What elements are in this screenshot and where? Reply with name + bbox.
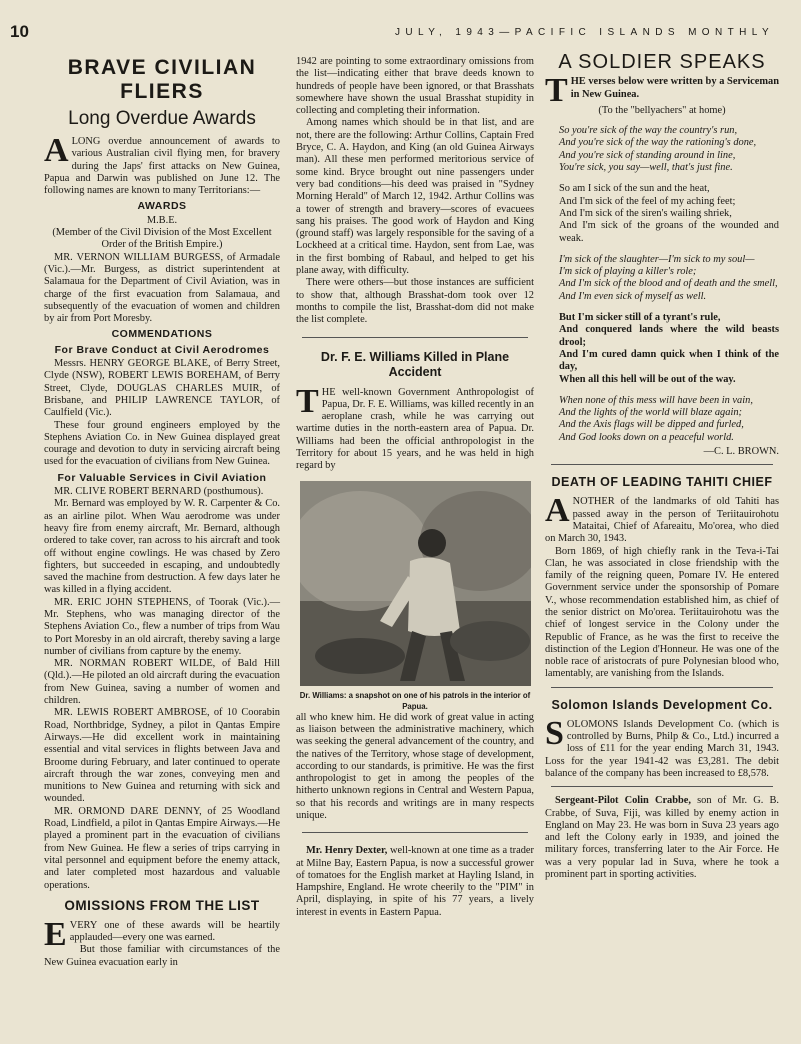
stanza-1 — [545, 125, 779, 174]
poem-line: And I'm sick of the groans of the wounded and weak. — [559, 220, 779, 244]
continued-paragraph-3: There were others—but those instances are sufficient to show that, although Brasshat-dom took over 12 months to compile the list, Brasshat-dom did not make the list complete. — [296, 277, 534, 326]
drop-cap: S — [545, 714, 564, 752]
column-middle — [296, 56, 534, 919]
drop-cap: E — [44, 915, 67, 953]
poem-line: And the Axis flags will be dipped and furled, — [559, 419, 744, 431]
column-right — [545, 51, 779, 881]
mbe-description: (Member of the Civil Division of the Most Excellent Order of the British Empire.) — [52, 227, 272, 251]
poem-line: And I'm sick of the feel of my aching feet; — [559, 195, 736, 207]
article-subtitle-fliers: Long Overdue Awards — [68, 108, 256, 129]
poem-line: And God looks down on a peaceful world. — [559, 431, 734, 443]
solomon-paragraph: SOLOMONS Islands Development Co. (which is controlled by Burns, Philp & Co., Ltd.) incurred a loss of £11 for the year ending March 31, 1943. Loss for the year 1941-42 was £3,281. The debit balance of the company has been increased to £8,578. — [545, 714, 779, 779]
divider — [551, 786, 773, 787]
paragraph-denny: MR. ORMOND DARE DENNY, of 25 Woodland Road, Lindfield, a pilot in Qantas Empire Airways.—He played a prominent part in the evacuation of civilians from New Guinea. He flew a series of trips carrying in vital personnel and equipment before the enemy attack, and later completed most hazardous and valuable operations. — [44, 805, 280, 891]
poem-line: And you're sick of the way the rationing's done, — [559, 137, 757, 149]
drop-cap: A — [545, 492, 570, 530]
paragraph-bernard: MR. CLIVE ROBERT BERNARD (posthumous). — [54, 486, 264, 498]
drop-cap: T — [545, 72, 568, 110]
stanza-2 — [545, 183, 779, 244]
photo-illustration — [300, 481, 531, 686]
omissions-paragraph-2: But those familiar with circumstances of the New Guinea evacuation early in — [44, 944, 280, 968]
continued-paragraph-1: 1942 are pointing to some extraordinary omissions from the list—indicating either that brave deeds known to hundreds of people have been ignored, or that Brasshats somewhere have shown the usual Brasshat stupidity in collecting and completing their information. — [296, 56, 534, 117]
paragraph-bernard-desc: Mr. Bernard was employed by W. R. Carpenter & Co. as an airline pilot. When Wau aerodrome was under heavy fire from enemy aircraft, Mr. Bernard, although ordered to take cover, ran across to his aircraft and took off without engine cowlings. He was chased by Zero fighters, but succeeded in escaping, and undoubtedly saved the machine from destruction. A few days later he was killed in a flying accident. — [44, 498, 280, 596]
poem-line: And I'm sick of the siren's wailing shriek, — [559, 207, 732, 219]
poem — [545, 125, 779, 444]
article-title-tahiti: DEATH OF LEADING TAHITI CHIEF — [551, 475, 773, 490]
paragraph-messrs: Messrs. HENRY GEORGE BLAKE, of Berry Street, Clyde (NSW), ROBERT LEWIS BOREHAM, of Berry Street, Clyde, DOUGLAS CHARLES MUIR, of Brisbane, and PHILIP LAWRENCE TAYLOR, of Caulfield (Vic.). — [44, 358, 280, 419]
poem-line: And I'm even sick of myself as well. — [559, 290, 707, 302]
tahiti-paragraph-1: ANOTHER of the landmarks of old Tahiti has passed away in the person of Teriitauirohotu Mataitai, Chief of Afareaitu, Mo'orea, who died on March 30, 1943. — [545, 492, 779, 545]
poem-line: When all this hell will be out of the way. — [559, 373, 736, 385]
poem-line: You're sick, you say—well, that's just fine. — [559, 162, 733, 174]
paragraph-stephens: MR. ERIC JOHN STEPHENS, of Toorak (Vic.).—Mr. Stephens, who was managing director of the Stephens Aviation Co., flew a number of trips from Wau to Port Moresby in an old aircraft, thereby saving a large number of civilians from capture by the enemy. — [44, 596, 280, 657]
williams-photo — [300, 481, 531, 686]
poem-line: I'm sick of the slaughter—I'm sick to my soul— — [559, 253, 755, 265]
crabbe-paragraph: Sergeant-Pilot Colin Crabbe, son of Mr. G. B. Crabbe, of Suva, Fiji, was killed by enemy action in England on May 23. He was born in Suva 23 years ago and left the Colony early in 1939, and joined the military forces, transferring later to the Air Force. He was a very popular lad in Suva, where he took a prominent part in sporting activities. — [545, 795, 779, 881]
soldier-dedication: (To the "bellyachers" at home) — [598, 104, 726, 116]
williams-paragraph-2: all who knew him. He did work of great value in acting as liaison between the administrative machinery, which was seeking the general advancement of the country, and the natives of the Territory, whose stage of development, according to our standards, is primitive. He was the first anthropologist to get in among the peoples of the hitherto unknown regions in Central and Western Papua, so that his records and writings are in many respects unique. — [296, 711, 534, 821]
divider — [302, 337, 528, 338]
poem-line: So am I sick of the sun and the heat, — [559, 183, 710, 195]
paragraph-ambrose: MR. LEWIS ROBERT AMBROSE, of 10 Coorabin Road, Northbridge, Sydney, a pilot in Qantas Empire Airways.—He did excellent work in maintaining essential and vital services in flights between Java and Broome during February, and later continued to operate aircraft through the war zones, conveying men and munitions to New Guinea and returning with sick and wounded. — [44, 707, 280, 805]
stanza-5 — [545, 395, 779, 444]
soldier-intro: THE verses below were written by a Serviceman in New Guinea. — [545, 72, 779, 110]
poem-line: So you're sick of the way the country's run, — [559, 125, 738, 137]
poem-line: But I'm sicker still of a tyrant's rule, — [559, 312, 721, 324]
omissions-heading: OMISSIONS FROM THE LIST — [64, 897, 260, 913]
intro-paragraph: ALONG overdue announcement of awards to various Australian civil flying men, for bravery during the Japs' first attacks on New Guinea, Papua and Darwin was published on June 12. The following names are known to many Territorians:— — [44, 132, 280, 197]
running-title: JULY, 1943—PACIFIC ISLANDS MONTHLY — [395, 27, 775, 38]
omissions-paragraph-1: EVERY one of these awards will be heartily applauded—every one was earned. — [44, 915, 280, 953]
article-title-soldier: A SOLDIER SPEAKS — [558, 51, 766, 73]
poem-line: And conquered lands where the wild beasts drool; — [559, 324, 779, 348]
poem-signature: —C. L. BROWN. — [703, 446, 779, 458]
stanza-4 — [545, 312, 779, 386]
poem-line: And the lights of the world will blaze again; — [559, 407, 742, 419]
poem-line: And I'm sick of the blood and of death and the smell, — [559, 278, 778, 290]
poem-line: I'm sick of playing a killer's role; — [559, 266, 697, 278]
article-title-williams: Dr. F. E. Williams Killed in Plane Accident — [320, 349, 510, 379]
continued-paragraph-2: Among names which should be in that list, and are not, there are the following: Arthur Collins, Captain Fred Bryce, C. A. Haydon, and King (an old Guinea Airways man). All these men performed meritorious service of some kind. Bryce brought out nine passengers under very bad conditions—his deed was praised in "Sydney Morning Herald" of March 12, 1942. Arthur Collins was a tower of strength and bravery—scores of evacuees sang his praises. The good work of Haydon and King (ground staff) was largely responsible for the saving of a Lockheed at a critical time. Haydon, sent from Lae, was in the first bombing of Rabaul, and helped to get his plane away, with difficulty. — [296, 117, 534, 277]
paragraph-engineers: These four ground engineers employed by the Stephens Aviation Co. in New Guinea displayed great courage and devotion to duty in servicing aircraft being used for the evacuation of civilians from New Guinea. — [44, 419, 280, 468]
article-title-solomon: Solomon Islands Development Co. — [551, 697, 773, 712]
commendations-heading: COMMENDATIONS — [111, 328, 213, 341]
tahiti-paragraph-2: Born 1869, of high chiefly rank in the Teva-i-Tai Clan, he was associated in close friendship with the family of the reigning queen, Pomare IV. He entered Government service under the sponsorship of Pomare V., whose recommendation established him, as chief of the senior district on Mo'orea. Teriitauirohotu was the chief of longest service in the Colony under the Republic of France, as he was the first to receive the distinction of the Legion d'Honneur. He was one of the noble race of aristocrats of pure Polynesian blood who, lamentably, are vanishing from the Islands. — [545, 545, 779, 680]
williams-paragraph-1: THE well-known Government Anthropologist of Papua, Dr. F. E. Williams, was killed recently in an aeroplane crash, while he was carrying out wartime duties in the north-eastern area of Papua. Dr. Williams had been the official anthropologist in the Territory for about 15 years, and he was held in high regard by — [296, 382, 534, 472]
brave-conduct-heading: For Brave Conduct at Civil Aerodromes — [54, 343, 270, 356]
awards-heading: AWARDS — [137, 200, 187, 213]
divider — [302, 832, 528, 833]
poem-line: And you're sick of standing around in line, — [559, 149, 736, 161]
drop-cap: T — [296, 382, 319, 420]
poem-line: When none of this mess will have been in vain, — [559, 394, 753, 406]
dexter-paragraph: Mr. Henry Dexter, well-known at one time as a trader at Milne Bay, Eastern Papua, is now a successful grower of tomatoes for the English market at Hayling Island, in Hampshire, England. He wrote cheerily to the "PIM" in April, displaying, in spite of his 77 years, a lively interest in events in Eastern Papua. — [296, 845, 534, 918]
valuable-services-heading: For Valuable Services in Civil Aviation — [57, 471, 267, 484]
article-title-fliers: BRAVE CIVILIAN FLIERS — [67, 56, 257, 103]
page-number: 10 — [10, 22, 29, 41]
paragraph-burgess: MR. VERNON WILLIAM BURGESS, of Armadale (Vic.).—Mr. Burgess, as district superintendent at Salamaua for the Department of Civil Aviation, was in charge of the first evacuation from Salamaua, and subsequently of the evacuation of women and children by air from Port Moresby. — [44, 251, 280, 325]
stanza-3 — [545, 254, 779, 303]
divider — [551, 464, 773, 465]
poem-line: And I'm cured damn quick when I think of the day, — [559, 348, 779, 373]
divider — [551, 687, 773, 688]
photo-caption: Dr. Williams: a snapshot on one of his patrols in the interior of Papua. — [299, 690, 531, 711]
drop-cap: A — [44, 132, 69, 169]
mbe-label: M.B.E. — [146, 214, 178, 226]
paragraph-wilde: MR. NORMAN ROBERT WILDE, of Bald Hill (Qld.).—He piloted an old aircraft during the evacuation from New Guinea, saving a number of women and children. — [44, 658, 280, 707]
column-left — [44, 56, 280, 969]
